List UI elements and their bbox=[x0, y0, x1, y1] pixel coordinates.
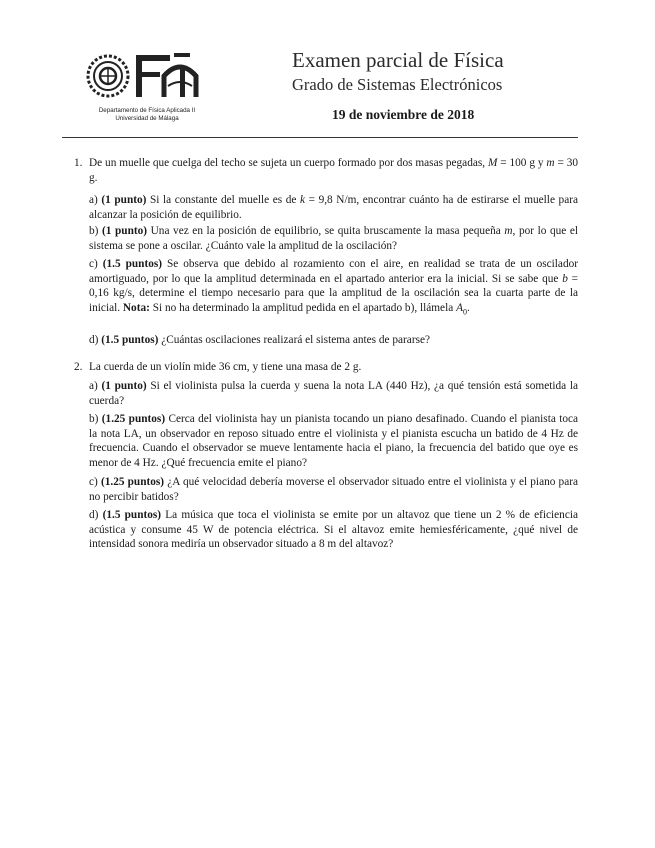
question-2-part-b: b) (1.25 puntos) Cerca del violinista hay un pianista tocando un piano desafinado. Cuando el pianista toca la nota LA, un observador en reposo situado entre el violinista y el pianista escucha un batido de 4 Hz de frecuencia. Cuando el observador se mueve lentamente hacia el piano, la frecuencia del batido que oye es menor de 4 Hz. ¿Qué frecuencia emite el piano? bbox=[89, 413, 579, 469]
question-1-part-d: d) (1.5 puntos) ¿Cuántas oscilaciones realizará el sistema antes de pararse? bbox=[89, 334, 431, 346]
question-1-part-a: a) (1 punto) Si la constante del muelle es de k = 9,8 N/m, encontrar cuánto ha de estirarse el muelle para alcanzar la posición de equilibrio. bbox=[89, 194, 578, 221]
exam-date: 19 de noviembre de 2018 bbox=[332, 107, 475, 122]
part-points: (1.5 puntos) bbox=[102, 509, 162, 521]
departamento-fisica-logo-icon bbox=[84, 52, 210, 106]
part-letter: c) bbox=[89, 476, 98, 488]
part-points: (1.25 puntos) bbox=[101, 413, 166, 425]
logo-caption-department: Departamento de Física Aplicada II bbox=[98, 107, 196, 114]
part-letter: d) bbox=[89, 509, 99, 521]
part-letter: b) bbox=[89, 413, 99, 425]
part-points: (1.5 puntos) bbox=[102, 258, 163, 270]
exam-subtitle: Grado de Sistemas Electrónicos bbox=[292, 75, 503, 94]
header-divider bbox=[62, 137, 578, 138]
part-points: (1.5 puntos) bbox=[101, 334, 159, 346]
question-number: 2. bbox=[74, 361, 83, 373]
exam-title: Examen parcial de Física bbox=[292, 48, 504, 72]
question-1-part-b: b) (1 punto) Una vez en la posición de equilibrio, se quita bruscamente la masa pequeña m, por lo que el sistema se pone a oscilar. ¿Cuánto vale la amplitud de la oscilación? bbox=[89, 225, 579, 252]
part-letter: c) bbox=[89, 258, 98, 270]
part-letter: b) bbox=[89, 225, 99, 237]
part-letter: a) bbox=[89, 194, 98, 206]
question-2-part-a: a) (1 punto) Si el violinista pulsa la cuerda y suena la nota LA (440 Hz), ¿a qué tensión está sometida la cuerda? bbox=[89, 380, 578, 407]
part-points: (1 punto) bbox=[102, 225, 148, 237]
question-number: 1. bbox=[74, 157, 83, 169]
question-2-part-d: d) (1.5 puntos) La música que toca el violinista se emite por un altavoz que tiene un 2 % de eficiencia acústica y consume 45 W de potencia eléctrica. Si el altavoz emite hemiesféricamente, ¿qué nivel de intensidad sonora mediría un observador situado a 8 m del altavoz? bbox=[89, 509, 578, 550]
part-letter: a) bbox=[89, 380, 98, 392]
part-letter: d) bbox=[89, 334, 99, 346]
logo-caption-university: Universidad de Málaga bbox=[115, 115, 179, 122]
question-1-part-c: c) (1.5 puntos) Se observa que debido al rozamiento con el aire, en realidad se trata de un oscilador amortiguado, por lo que la amplitud determinada en el apartado anterior era la inicial. Si se sabe que b = 0,16 kg/s, determine el tiempo necesario para que la amplitud de la oscilación sea la cuarta parte de la inicial. Nota: Si no ha determinado la amplitud pedida en el apartado b), llámela $A_0$. bbox=[89, 258, 579, 316]
question-2-part-c: c) (1.25 puntos) ¿A qué velocidad debería moverse el observador situado entre el violinista y el piano para no percibir batidos? bbox=[89, 476, 578, 503]
question-2-stem: 2. La cuerda de un violín mide 36 cm, y tiene una masa de 2 g. bbox=[74, 361, 362, 373]
question-1-stem: 1. De un muelle que cuelga del techo se sujeta un cuerpo formado por dos masas pegadas, M = 100 g y m = 30 g. bbox=[74, 157, 578, 184]
part-points: (1.25 puntos) bbox=[100, 476, 165, 488]
note-label: Nota: bbox=[122, 301, 150, 314]
department-logo bbox=[84, 52, 210, 130]
part-points: (1 punto) bbox=[101, 194, 147, 206]
part-points: (1 punto) bbox=[101, 380, 147, 392]
